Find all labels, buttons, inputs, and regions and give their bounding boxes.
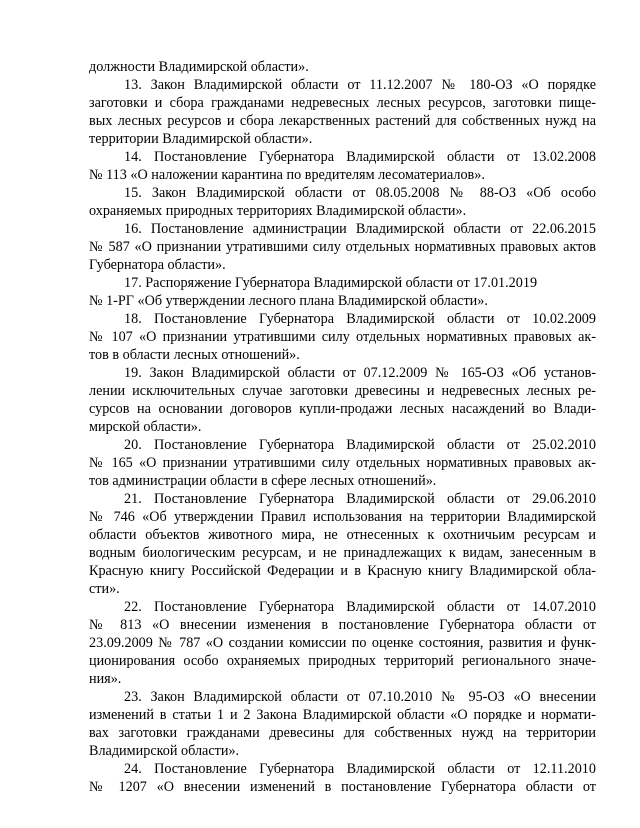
text-line: Владимирской области». bbox=[89, 743, 240, 759]
item-13-line: 13. Закон Владимирской области от 11.12.2007 № 180-ОЗ «О порядке bbox=[124, 77, 596, 93]
item-19-line: 19. Закон Владимирской области от 07.12.2009 № 165-ОЗ «Об установ- bbox=[124, 365, 596, 381]
text-line: области объектов животного мира, не отнесенных к охотничьим ресурсам и bbox=[89, 527, 596, 543]
item-20-line: 20. Постановление Губернатора Владимирской области от 25.02.2010 bbox=[124, 437, 596, 453]
item-24-line: 24. Постановление Губернатора Владимирской области от 12.11.2010 bbox=[124, 761, 596, 777]
text-line: изменений в статьи 1 и 2 Закона Владимирской области «О порядке и нормати- bbox=[89, 707, 596, 723]
item-18-line: 18. Постановление Губернатора Владимирской области от 10.02.2009 bbox=[124, 311, 596, 327]
item-14-line: 14. Постановление Губернатора Владимирской области от 13.02.2008 bbox=[124, 149, 596, 165]
text-line: сурсов на основании договоров купли-продажи лесных насаждений во Влади- bbox=[89, 401, 596, 417]
text-line: № 587 «О признании утратившими силу отдельных нормативных правовых актов bbox=[89, 239, 596, 255]
text-line: 23.09.2009 № 787 «О создании комиссии по оценке состояния, развития и функ- bbox=[89, 635, 596, 651]
item-17-line: 17. Распоряжение Губернатора Владимирской области от 17.01.2019 bbox=[124, 275, 538, 291]
item-15-line: 15. Закон Владимирской области от 08.05.2008 № 88-ОЗ «Об особо bbox=[124, 185, 596, 201]
item-22-line: 22. Постановление Губернатора Владимирской области от 14.07.2010 bbox=[124, 599, 596, 615]
text-line: Красную книгу Российской Федерации и в Красную книгу Владимирской обла- bbox=[89, 563, 596, 579]
text-line: лении исключительных случае заготовки древесины и недревесных лесных ре- bbox=[89, 383, 596, 399]
text-line: № 813 «О внесении изменения в постановление Губернатора области от bbox=[89, 617, 596, 633]
text-line: вах заготовки гражданами древесины для собственных нужд на территории bbox=[89, 725, 596, 741]
text-line: тов в области лесных отношений». bbox=[89, 347, 300, 363]
text-line: тов администрации области в сфере лесных отношений». bbox=[89, 473, 437, 489]
text-line: водным биологическим ресурсам, и не принадлежащих к видам, занесенным в bbox=[89, 545, 596, 561]
text-line: № 1-РГ «Об утверждении лесного плана Владимирской области». bbox=[89, 293, 488, 309]
text-line: должности Владимирской области». bbox=[89, 59, 309, 75]
item-23-line: 23. Закон Владимирской области от 07.10.2010 № 95-ОЗ «О внесении bbox=[124, 689, 596, 705]
text-line: № 1207 «О внесении изменений в постановление Губернатора области от bbox=[89, 779, 596, 795]
text-line: ния». bbox=[89, 671, 122, 687]
text-line: № 165 «О признании утратившими силу отдельных нормативных правовых ак- bbox=[89, 455, 596, 471]
text-line: заготовки и сбора гражданами недревесных лесных ресурсов, заготовки пище- bbox=[89, 95, 596, 111]
text-line: вых лесных ресурсов и сбора лекарственных растений для собственных нужд на bbox=[89, 113, 596, 129]
text-line: сти». bbox=[89, 581, 120, 597]
text-line: мирской области». bbox=[89, 419, 202, 435]
item-16-line: 16. Постановление администрации Владимирской области от 22.06.2015 bbox=[124, 221, 596, 237]
text-line: № 113 «О наложении карантина по вредителям лесоматериалов». bbox=[89, 167, 485, 183]
text-line: ционирования особо охраняемых природных территорий регионального значе- bbox=[89, 653, 596, 669]
text-line: Губернатора области». bbox=[89, 257, 226, 273]
text-line: № 746 «Об утверждении Правил использования на территории Владимирской bbox=[89, 509, 596, 525]
item-21-line: 21. Постановление Губернатора Владимирской области от 29.06.2010 bbox=[124, 491, 596, 507]
text-line: территории Владимирской области». bbox=[89, 131, 313, 147]
text-line: № 107 «О признании утратившими силу отдельных нормативных правовых ак- bbox=[89, 329, 596, 345]
text-line: охраняемых природных территориях Владимирской области». bbox=[89, 203, 467, 219]
